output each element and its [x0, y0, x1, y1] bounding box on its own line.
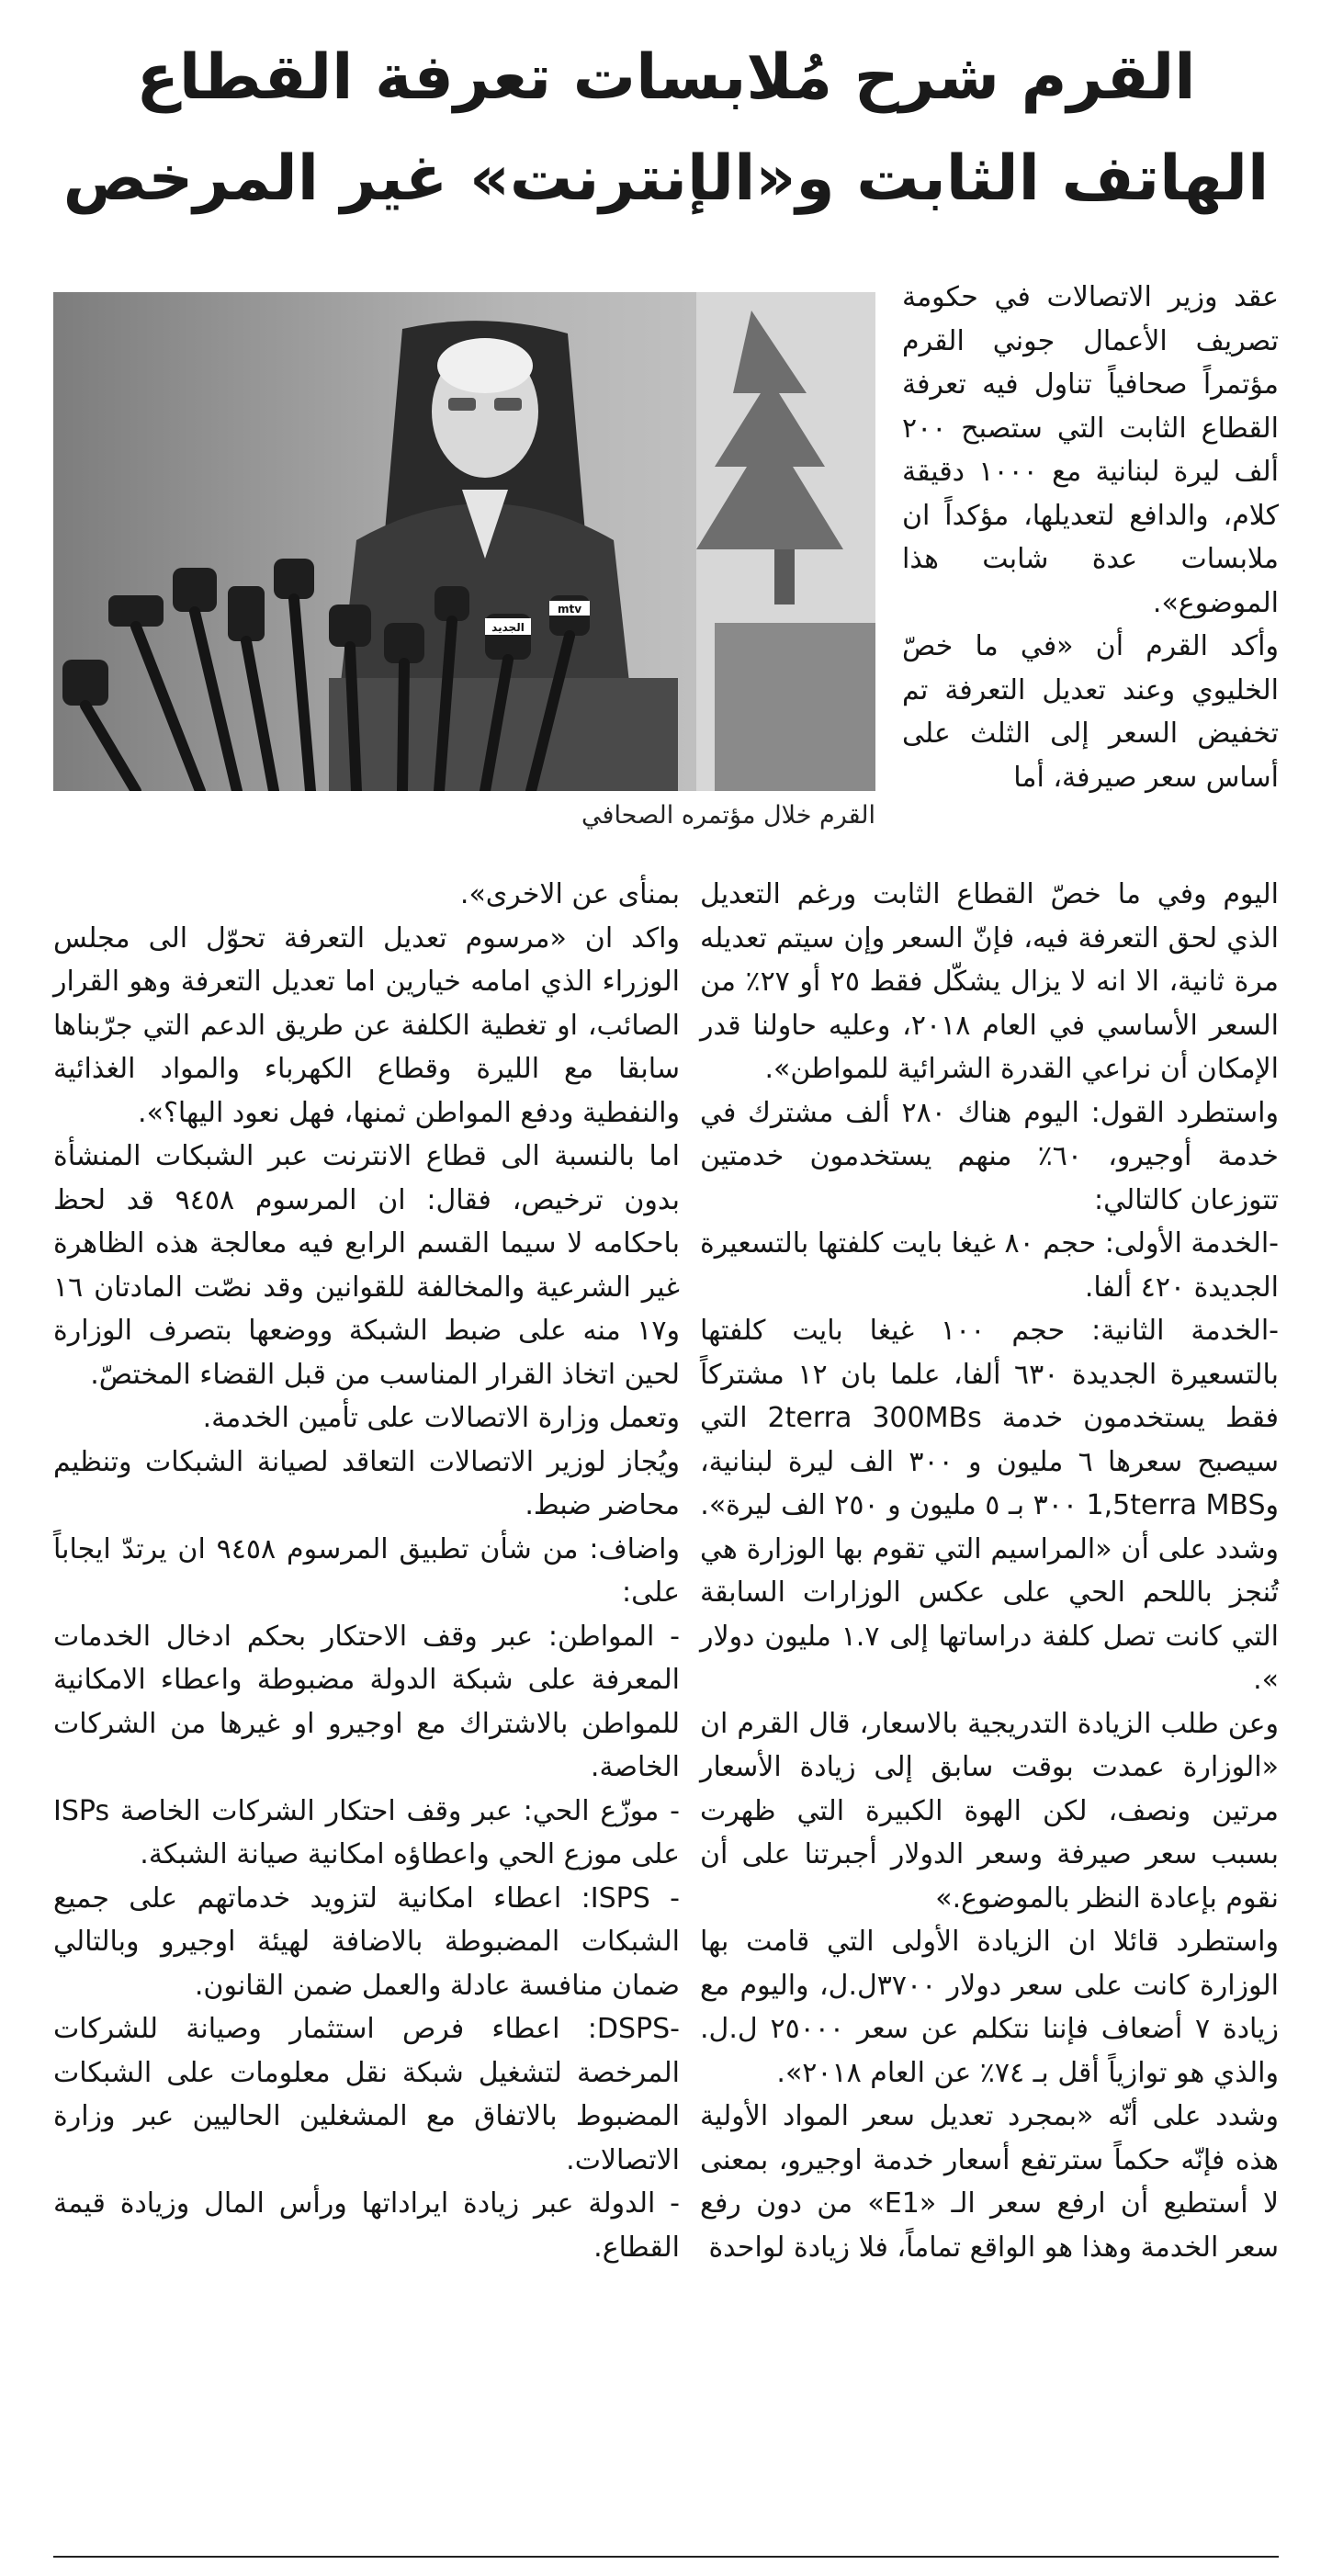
article-column-right-top	[902, 276, 1279, 799]
headline-line-1: القرم شرح مُلابسات تعرفة القطاع	[136, 41, 1196, 114]
headline-line-2: الهاتف الثابت و«الإنترنت» غير المرخص	[62, 142, 1270, 215]
article-text-right-bottom: اليوم وفي ما خصّ القطاع الثابت ورغم التعديل الذي لحق التعرفة فيه، فإنّ السعر وإن سيتم تعديله مرة ثانية، الا انه لا يزال يشكّل فقط ٢٥ أو ٢٧٪ من السعر الأساسي في العام ٢٠١٨، وعليه حاولنا قدر الإمكان أن نراعي القدرة الشرائية للمواطن». واستطرد القول: اليوم هناك ٢٨٠ ألف مشترك في خدمة أوجيرو، ٦٠٪ منهم يستخدمون خدمتين تتوزعان كالتالي: -الخدمة الأولى: حجم ٨٠ غيغا بايت كلفتها بالتسعيرة الجديدة ٤٢٠ ألفا. -الخدمة الثانية: حجم ١٠٠ غيغا بايت كلفتها بالتسعيرة الجديدة ٦٣٠ ألفا، علما بان ١٢ مشتركاً فقط يستخدمون خدمة 2terra 300MBs التي سيصبح سعرها ٦ مليون و ٣٠٠ الف ليرة لبنانية، و1,5terra MBS ٣٠٠ بـ ٥ مليون و ٢٥٠ الف ليرة». وشدد على أن «المراسيم التي تقوم بها الوزارة هي تُنجز باللحم الحي على عكس الوزارات السابقة التي كانت تصل كلفة دراساتها إلى ١.٧ مليون دولار ». وعن طلب الزيادة التدريجية بالاسعار، قال القرم ان «الوزارة عمدت بوقت سابق إلى زيادة الأسعار مرتين ونصف، لكن الهوة الكبيرة التي ظهرت بسبب سعر صيرفة وسعر الدولار أجبرتنا على أن نقوم بإعادة النظر بالموضوع.» واستطرد قائلا ان الزيادة الأولى التي قامت بها الوزارة كانت على سعر دولار ٣٧٠٠ل.ل، واليوم مع زيادة ٧ أضعاف فإننا نتكلم عن سعر ٢٥٠٠٠ ل.ل. والذي هو توازياً أقل بـ ٧٤٪ عن العام ٢٠١٨». وشدد على أنّه «بمجرد تعديل سعر المواد الأولية هذه فإنّه حكماً سترتفع أسعار خدمة اوجيرو، بمعنى لا أستطيع أن ارفع سعر الـ «E1» من دون رفع سعر الخدمة وهذا هو الواقع تماماً، فلا زيادة لواحدة	[700, 878, 1280, 2264]
bottom-divider	[53, 2556, 1279, 2558]
mic-label-aljadeed: الجديد	[491, 621, 525, 634]
article-text-left: بمنأى عن الاخرى». واكد ان «مرسوم تعديل التعرفة تحوّل الى مجلس الوزراء الذي امامه خيارين اما تعديل التعرفة وهو القرار الصائب، او تغطية الكلفة عن طريق الدعم التي جرّبناها سابقا مع الليرة وقطاع الكهرباء والمواد الغذائية والنفطية ودفع المواطن ثمنها، فهل نعود اليها؟». اما بالنسبة الى قطاع الانترنت عبر الشبكات المنشأة بدون ترخيص، فقال: ان المرسوم ٩٤٥٨ قد لحظ باحكامه لا سيما القسم الرابع فيه معالجة هذه الظاهرة غير الشرعية والمخالفة للقوانين وقد نصّت المادتان ١٦ و١٧ منه على ضبط الشبكة ووضعها بتصرف الوزارة لحين اتخاذ القرار المناسب من قبل القضاء المختصّ. وتعمل وزارة الاتصالات على تأمين الخدمة. ويُجاز لوزير الاتصالات التعاقد لصيانة الشبكات وتنظيم محاضر ضبط. واضاف: من شأن تطبيق المرسوم ٩٤٥٨ ان يرتدّ ايجاباً على: - المواطن: عبر وقف الاحتكار بحكم ادخال الخدمات المعرفة على شبكة الدولة مضبوطة واعطاء الامكانية للمواطن بالاشتراك مع اوجيرو او غيرها من الشركات الخاصة. - موزّع الحي: عبر وقف احتكار الشركات الخاصة ISPs على موزع الحي واعطاؤه امكانية صيانة الشبكة. - ISPS: اعطاء امكانية لتزويد خدماتهم على جميع الشبكات المضبوطة بالاضافة لهيئة اوجيرو وبالتالي ضمان منافسة عادلة والعمل ضمن القانون. -DSPS: اعطاء فرص استثمار وصيانة للشركات المرخصة لتشغيل شبكة نقل معلومات على الشبكات المضبوط بالاتفاق مع المشغلين الحاليين عبر وزارة الاتصالات. - الدولة عبر زيادة ايراداتها ورأس المال وزيادة قيمة القطاع.	[53, 878, 681, 2264]
article-text-right-top: عقد وزير الاتصالات في حكومة تصريف الأعمال جوني القرم مؤتمراً صحافياً تناول فيه تعرفة القطاع الثابت التي ستصبح ٢٠٠ ألف ليرة لبنانية مع ١٠٠٠ دقيقة كلام، والدافع لتعديلها، مؤكداً ان ملابسات عدة شابت هذا الموضوع». وأكد القرم أن «في ما خصّ الخليوي وعند تعديل التعرفة تم تخفيض السعر إلى الثلث على أساس سعر صيرفة، أما	[902, 281, 1279, 794]
article-column-right-bottom	[700, 873, 1279, 2269]
photo-caption: القرم خلال مؤتمره الصحافي	[581, 801, 875, 830]
article-column-left	[53, 873, 680, 2269]
press-conference-photo	[53, 292, 875, 791]
mic-label-mtv: mtv	[557, 603, 582, 616]
headline	[55, 28, 1277, 230]
